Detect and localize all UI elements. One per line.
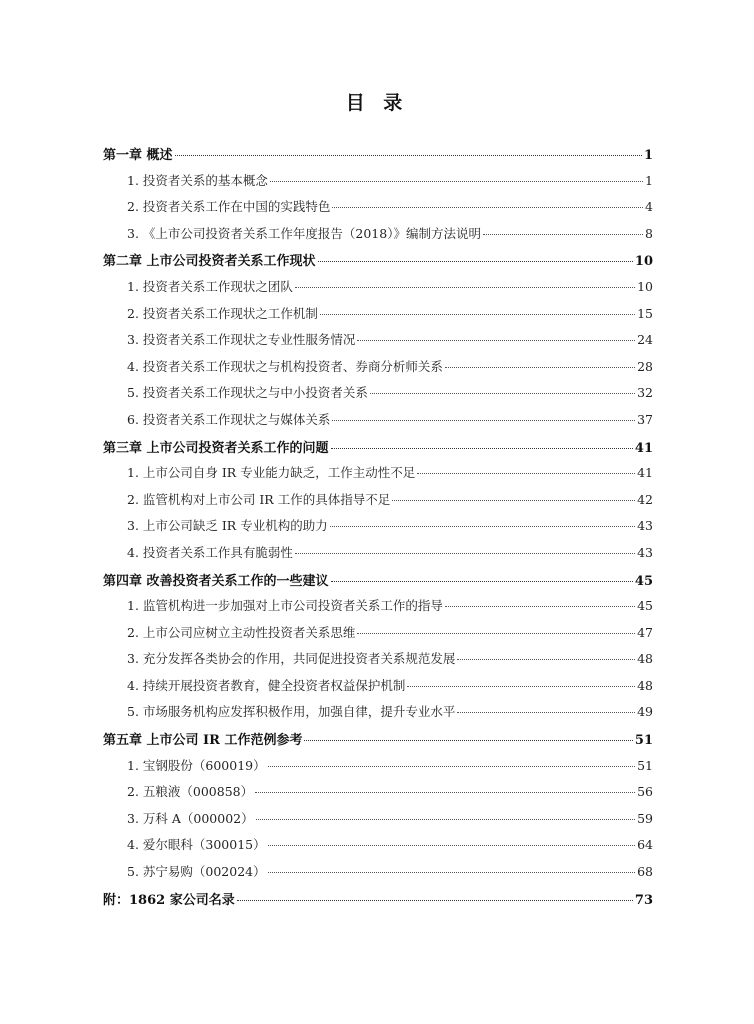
toc-entry-label: 4. 投资者关系工作具有脆弱性 [127, 544, 293, 560]
toc-section-entry[interactable] [103, 516, 653, 543]
toc-section-entry[interactable] [103, 490, 653, 517]
toc-entry-page-number: 43 [637, 544, 653, 560]
dot-leader [331, 581, 633, 582]
toc-entry-label: 4. 爱尔眼科（300015） [127, 837, 266, 853]
dot-leader [331, 448, 633, 449]
dot-leader [255, 792, 635, 793]
toc-entry-page-number: 4 [645, 199, 653, 215]
dot-leader [332, 207, 643, 208]
dot-leader [417, 473, 635, 474]
dot-leader [357, 633, 635, 634]
toc-chapter-entry[interactable] [103, 144, 653, 171]
toc-entry-page-number: 8 [645, 225, 653, 241]
toc-section-entry[interactable] [103, 809, 653, 836]
toc-entry-label: 3. 充分发挥各类协会的作用，共同促进投资者关系规范发展 [127, 651, 456, 667]
dot-leader [268, 845, 635, 846]
toc-section-entry[interactable] [103, 756, 653, 783]
dot-leader [320, 314, 635, 315]
toc-entry-page-number: 10 [634, 254, 653, 270]
toc-section-entry[interactable] [103, 277, 653, 304]
dot-leader [370, 393, 635, 394]
toc-entry-label: 第四章 改善投资者关系工作的一些建议 [103, 573, 329, 589]
toc-entry-label: 第一章 概述 [103, 148, 173, 163]
dot-leader [357, 340, 635, 341]
toc-section-entry[interactable] [103, 224, 653, 251]
toc-section-entry[interactable] [103, 463, 653, 490]
toc-entry-label: 2. 监管机构对上市公司 IR 工作的具体指导不足 [127, 491, 391, 507]
toc-entry-label: 3. 上市公司缺乏 IR 专业机构的助力 [127, 518, 328, 534]
toc-entry-page-number: 42 [637, 491, 653, 507]
dot-leader [237, 900, 633, 901]
toc-entry-page-number: 51 [634, 733, 653, 749]
dot-leader [330, 526, 635, 527]
toc-entry-label: 2. 上市公司应树立主动性投资者关系思维 [127, 624, 356, 640]
toc-entry-page-number: 56 [637, 784, 653, 800]
toc-entry-label: 第五章 上市公司 IR 工作范例参考 [103, 733, 303, 749]
toc-entry-label: 1. 投资者关系工作现状之团队 [127, 278, 293, 294]
dot-leader [256, 819, 635, 820]
toc-entry-page-number: 1 [645, 172, 653, 188]
toc-chapter-entry[interactable] [103, 437, 653, 464]
toc-entry-page-number: 64 [637, 837, 653, 853]
toc-section-entry[interactable] [103, 862, 653, 889]
toc-section-entry[interactable] [103, 171, 653, 198]
dot-leader [295, 553, 635, 554]
toc-entry-label: 4. 投资者关系工作现状之与机构投资者、券商分析师关系 [127, 358, 443, 374]
toc-entry-label: 5. 苏宁易购（002024） [127, 864, 266, 880]
toc-section-entry[interactable] [103, 782, 653, 809]
toc-entry-page-number: 15 [637, 305, 653, 321]
toc-section-entry[interactable] [103, 304, 653, 331]
toc-entry-page-number: 10 [637, 278, 653, 294]
toc-entry-page-number: 41 [634, 440, 653, 456]
toc-section-entry[interactable] [103, 596, 653, 623]
toc-entry-label: 第二章 上市公司投资者关系工作现状 [103, 254, 316, 270]
table-of-contents [103, 144, 653, 915]
toc-entry-page-number: 45 [637, 598, 653, 614]
toc-entry-label: 2. 投资者关系工作现状之工作机制 [127, 305, 318, 321]
toc-chapter-entry[interactable] [103, 889, 653, 916]
toc-entry-page-number: 24 [637, 332, 653, 348]
toc-section-entry[interactable] [103, 383, 653, 410]
toc-entry-page-number: 68 [637, 864, 653, 880]
toc-entry-label: 附：1862 家公司名录 [103, 892, 235, 908]
toc-entry-page-number: 48 [637, 677, 653, 693]
toc-entry-label: 4. 持续开展投资者教育，健全投资者权益保护机制 [127, 677, 406, 693]
dot-leader [392, 500, 635, 501]
toc-entry-label: 1. 上市公司自身 IR 专业能力缺乏，工作主动性不足 [127, 465, 416, 481]
toc-section-entry[interactable] [103, 676, 653, 703]
toc-chapter-entry[interactable] [103, 570, 653, 597]
toc-section-entry[interactable] [103, 623, 653, 650]
dot-leader [318, 261, 633, 262]
toc-entry-page-number: 48 [637, 651, 653, 667]
toc-entry-label: 5. 市场服务机构应发挥积极作用，加强自律，提升专业水平 [127, 704, 456, 720]
dot-leader [332, 420, 635, 421]
toc-entry-label: 2. 投资者关系工作在中国的实践特色 [127, 199, 331, 215]
toc-section-entry[interactable] [103, 410, 653, 437]
dot-leader [268, 872, 635, 873]
toc-entry-page-number: 47 [637, 624, 653, 640]
toc-title: 目 录 [345, 92, 409, 114]
dot-leader [445, 367, 635, 368]
dot-leader [268, 766, 635, 767]
dot-leader [304, 740, 632, 741]
toc-entry-label: 5. 投资者关系工作现状之与中小投资者关系 [127, 385, 368, 401]
toc-entry-label: 1. 监管机构进一步加强对上市公司投资者关系工作的指导 [127, 598, 443, 614]
toc-entry-label: 1. 宝钢股份（600019） [127, 757, 266, 773]
toc-entry-page-number: 43 [637, 518, 653, 534]
toc-section-entry[interactable] [103, 330, 653, 357]
toc-section-entry[interactable] [103, 835, 653, 862]
dot-leader [445, 606, 635, 607]
toc-entry-label: 第三章 上市公司投资者关系工作的问题 [103, 440, 329, 456]
toc-entry-label: 6. 投资者关系工作现状之与媒体关系 [127, 411, 331, 427]
toc-entry-page-number: 37 [637, 411, 653, 427]
dot-leader [175, 155, 642, 156]
toc-section-entry[interactable] [103, 197, 653, 224]
toc-entry-page-number: 59 [637, 810, 653, 826]
toc-entry-page-number: 28 [637, 358, 653, 374]
toc-entry-page-number: 41 [637, 465, 653, 481]
toc-section-entry[interactable] [103, 357, 653, 384]
toc-entry-page-number: 32 [637, 385, 653, 401]
toc-entry-page-number: 49 [637, 704, 653, 720]
toc-entry-page-number: 73 [634, 892, 653, 908]
toc-section-entry[interactable] [103, 543, 653, 570]
toc-entry-page-number: 51 [637, 757, 653, 773]
dot-leader [457, 659, 635, 660]
dot-leader [457, 712, 635, 713]
toc-entry-label: 1. 投资者关系的基本概念 [127, 172, 268, 188]
dot-leader [295, 287, 635, 288]
toc-entry-page-number: 1 [643, 148, 653, 163]
toc-entry-label: 3. 投资者关系工作现状之专业性服务情况 [127, 332, 356, 348]
toc-entry-page-number: 45 [634, 573, 653, 589]
dot-leader [270, 181, 643, 182]
toc-entry-label: 3. 《上市公司投资者关系工作年度报告（2018）》编制方法说明 [127, 225, 481, 241]
dot-leader [483, 234, 643, 235]
toc-section-entry[interactable] [103, 649, 653, 676]
toc-entry-label: 2. 五粮液（000858） [127, 784, 254, 800]
toc-chapter-entry[interactable] [103, 729, 653, 756]
toc-chapter-entry[interactable] [103, 250, 653, 277]
dot-leader [407, 686, 635, 687]
toc-entry-label: 3. 万科 A（000002） [127, 810, 254, 826]
toc-section-entry[interactable] [103, 702, 653, 729]
